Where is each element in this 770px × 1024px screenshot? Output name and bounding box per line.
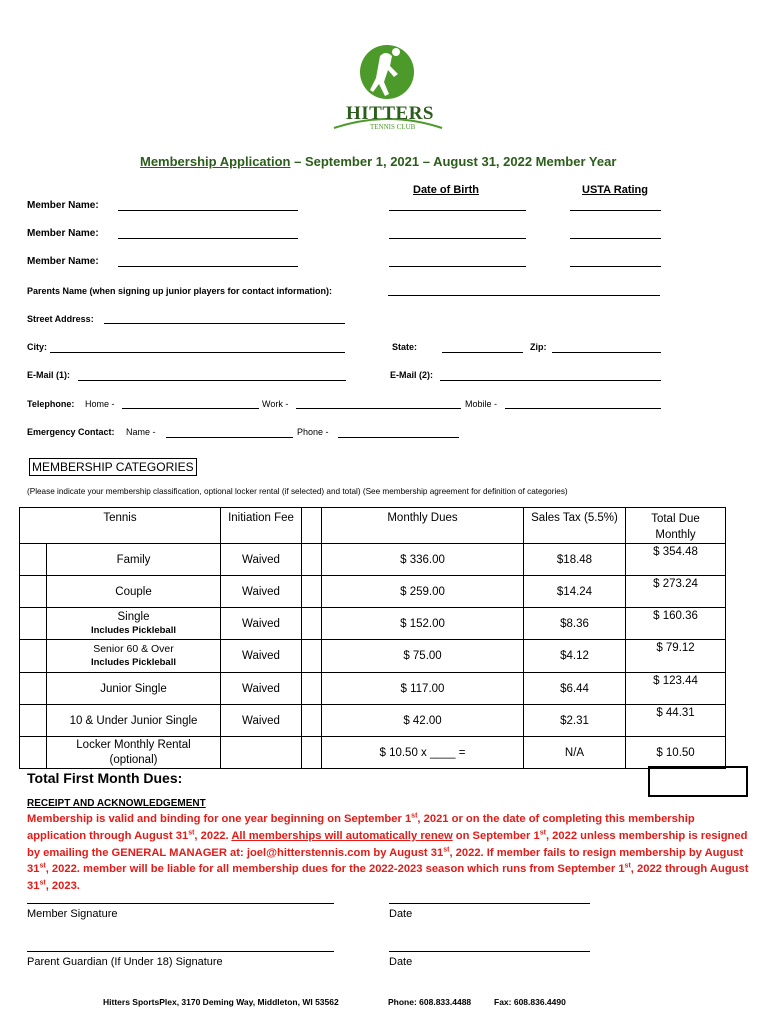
table-row bbox=[20, 737, 726, 769]
blank-cell bbox=[302, 640, 322, 673]
category-name-main: Senior 60 & Over bbox=[93, 643, 174, 655]
email1-label: E-Mail (1): bbox=[27, 370, 71, 380]
monthly-dues: $ 75.00 bbox=[322, 640, 524, 673]
dob-field-1[interactable] bbox=[389, 210, 526, 211]
select-checkbox[interactable] bbox=[20, 576, 47, 608]
category-name-main: Single bbox=[117, 610, 150, 623]
parents-name-field[interactable] bbox=[388, 295, 660, 296]
categories-title: MEMBERSHIP CATEGORIES bbox=[29, 458, 197, 476]
blank-header bbox=[302, 508, 322, 544]
dob-field-3[interactable] bbox=[389, 266, 526, 267]
guardian-signature-label: Parent Guardian (If Under 18) Signature bbox=[27, 956, 223, 968]
receipt-p3: , 2022. bbox=[194, 829, 232, 842]
state-field[interactable] bbox=[442, 352, 523, 353]
total-due-header-line1: Total Due bbox=[651, 513, 700, 525]
member-signature-label: Member Signature bbox=[27, 908, 118, 920]
receipt-sup: st bbox=[39, 862, 46, 870]
email2-label: E-Mail (2): bbox=[390, 370, 434, 380]
blank-cell bbox=[302, 705, 322, 737]
total-due: $ 10.50 bbox=[626, 737, 726, 769]
guardian-signature-field[interactable] bbox=[27, 951, 334, 952]
telephone-label bbox=[27, 399, 74, 409]
receipt-p2: , 2021 or on the date of completing this membership application through August 31 bbox=[27, 813, 695, 842]
category-name bbox=[47, 608, 221, 640]
receipt-sup: st bbox=[443, 845, 450, 853]
receipt-sup: st bbox=[624, 862, 631, 870]
usta-field-1[interactable] bbox=[570, 210, 661, 211]
total-due: $ 160.36 bbox=[626, 608, 726, 640]
title-rest: – September 1, 2021 – August 31, 2022 Member Year bbox=[290, 154, 617, 169]
tennis-header: Tennis bbox=[20, 508, 221, 544]
member-name-label-3: Member Name: bbox=[27, 256, 99, 267]
receipt-sup: st bbox=[188, 829, 195, 837]
receipt-p8: , 2022 through August 31 bbox=[27, 863, 749, 893]
zip-label: Zip: bbox=[530, 342, 547, 352]
work-label: Work - bbox=[262, 399, 289, 409]
member-name-label-1: Member Name: bbox=[27, 200, 99, 211]
category-name: Junior Single bbox=[47, 673, 221, 705]
table-row bbox=[20, 544, 726, 576]
email2-field[interactable] bbox=[440, 380, 661, 381]
select-checkbox[interactable] bbox=[20, 544, 47, 576]
category-name: 10 & Under Junior Single bbox=[47, 705, 221, 737]
table-row bbox=[20, 673, 726, 705]
receipt-p7: , 2022. member will be liable for all membership dues for the 2022-2023 season which runs from September 1 bbox=[45, 863, 625, 876]
member-name-field-1[interactable] bbox=[118, 210, 298, 211]
member-name-label-2: Member Name: bbox=[27, 228, 99, 239]
hitters-logo bbox=[330, 42, 446, 134]
monthly-dues: $ 42.00 bbox=[322, 705, 524, 737]
member-name-field-2[interactable] bbox=[118, 238, 298, 239]
dob-field-2[interactable] bbox=[389, 238, 526, 239]
logo-subtitle: TENNIS CLUB bbox=[370, 123, 416, 131]
category-name bbox=[47, 640, 221, 673]
receipt-text bbox=[27, 811, 755, 895]
receipt-p5: , 2022 unless membership is resigned by emailing the GENERAL MANAGER at: joel@hitterstennis.com by August 31 bbox=[27, 829, 748, 859]
category-name: Family bbox=[47, 544, 221, 576]
monthly-dues: $ 152.00 bbox=[322, 608, 524, 640]
select-checkbox[interactable] bbox=[20, 640, 47, 673]
usta-field-2[interactable] bbox=[570, 238, 661, 239]
receipt-title: RECEIPT AND ACKNOWLEDGEMENT bbox=[27, 798, 206, 809]
member-date-field[interactable] bbox=[389, 903, 590, 904]
initiation-fee: Waived bbox=[221, 673, 302, 705]
usta-header: USTA Rating bbox=[582, 184, 648, 196]
sales-tax: N/A bbox=[524, 737, 626, 769]
total-first-month-label: Total First Month Dues: bbox=[27, 770, 183, 786]
receipt-p6: , 2022. If member fails to resign membership by August 31 bbox=[27, 846, 744, 876]
initiation-header: Initiation Fee bbox=[221, 508, 302, 544]
footer-fax: Fax: 608.836.4490 bbox=[494, 997, 566, 1007]
receipt-p1: Membership is valid and binding for one year beginning on September 1 bbox=[27, 813, 412, 825]
footer-address: Hitters SportsPlex, 3170 Deming Way, Middleton, WI 53562 bbox=[103, 997, 339, 1007]
footer-phone: Phone: 608.833.4488 bbox=[388, 997, 472, 1007]
receipt-p4: on September 1 bbox=[452, 829, 540, 842]
select-checkbox[interactable] bbox=[20, 608, 47, 640]
initiation-fee: Waived bbox=[221, 640, 302, 673]
parents-name-label: Parents Name (when signing up junior players for contact information): bbox=[27, 286, 333, 296]
emergency-phone-label: Phone - bbox=[297, 427, 329, 437]
total-first-month-field[interactable] bbox=[648, 766, 748, 797]
category-name-sub: Includes Pickleball bbox=[90, 624, 176, 636]
member-signature-field[interactable] bbox=[27, 903, 334, 904]
monthly-dues: $ 10.50 x ____ = bbox=[322, 737, 524, 769]
initiation-fee: Waived bbox=[221, 544, 302, 576]
state-label: State: bbox=[392, 342, 418, 352]
total-due: $ 354.48 bbox=[626, 544, 726, 576]
category-name-sub: (optional) bbox=[109, 753, 158, 766]
category-name-sub: Includes Pickleball bbox=[90, 657, 176, 668]
emergency-name-label: Name - bbox=[126, 427, 156, 437]
street-address-field[interactable] bbox=[104, 323, 345, 324]
member-date-label: Date bbox=[389, 908, 413, 920]
telephone-title: Telephone: bbox=[27, 399, 75, 409]
total-due-header-line2: Monthly bbox=[655, 529, 696, 541]
email1-field[interactable] bbox=[78, 380, 346, 381]
emergency-phone-field[interactable] bbox=[338, 437, 459, 438]
initiation-fee: Waived bbox=[221, 608, 302, 640]
membership-categories-table bbox=[19, 507, 726, 769]
category-name-main: Locker Monthly Rental bbox=[76, 738, 191, 751]
title-link: Membership Application bbox=[140, 154, 291, 169]
emergency-contact-label: Emergency Contact: bbox=[27, 427, 115, 437]
blank-cell bbox=[302, 608, 322, 640]
total-due-header bbox=[626, 508, 726, 544]
table-row bbox=[20, 576, 726, 608]
total-due: $ 79.12 bbox=[626, 640, 726, 673]
sales-tax: $18.48 bbox=[524, 544, 626, 576]
sales-tax: $2.31 bbox=[524, 705, 626, 737]
table-row bbox=[20, 705, 726, 737]
page-title bbox=[140, 154, 616, 169]
guardian-date-field[interactable] bbox=[389, 951, 590, 952]
table-row bbox=[20, 608, 726, 640]
total-due: $ 123.44 bbox=[626, 673, 726, 705]
city-field[interactable] bbox=[50, 352, 345, 353]
category-name: Couple bbox=[47, 576, 221, 608]
usta-field-3[interactable] bbox=[570, 266, 661, 267]
dob-header: Date of Birth bbox=[413, 184, 479, 196]
mobile-phone-field[interactable] bbox=[505, 408, 661, 409]
table-header-row bbox=[20, 508, 726, 544]
zip-field[interactable] bbox=[552, 352, 661, 353]
receipt-p9: , 2023. bbox=[45, 880, 80, 893]
category-name bbox=[47, 737, 221, 769]
categories-note: (Please indicate your membership classification, optional locker rental (if selected) and total) (See membership agreement for definition of categories) bbox=[27, 487, 568, 496]
blank-cell bbox=[302, 576, 322, 608]
sales-tax: $14.24 bbox=[524, 576, 626, 608]
monthly-dues: $ 336.00 bbox=[322, 544, 524, 576]
blank-cell bbox=[302, 673, 322, 705]
initiation-fee bbox=[221, 737, 302, 769]
monthly-dues-header: Monthly Dues bbox=[322, 508, 524, 544]
initiation-fee: Waived bbox=[221, 576, 302, 608]
street-address-label: Street Address: bbox=[27, 314, 94, 324]
guardian-date-label: Date bbox=[389, 956, 413, 968]
receipt-sup: st bbox=[411, 812, 418, 820]
table-row bbox=[20, 640, 726, 673]
sales-tax: $4.12 bbox=[524, 640, 626, 673]
receipt-sup: st bbox=[539, 829, 546, 837]
total-due: $ 44.31 bbox=[626, 705, 726, 737]
select-checkbox[interactable] bbox=[20, 673, 47, 705]
blank-cell bbox=[302, 544, 322, 576]
total-due: $ 273.24 bbox=[626, 576, 726, 608]
receipt-auto-renew: All memberships will automatically renew bbox=[231, 829, 453, 842]
logo-name: HITTERS bbox=[346, 103, 434, 124]
sales-tax-header: Sales Tax (5.5%) bbox=[524, 508, 626, 544]
sales-tax: $8.36 bbox=[524, 608, 626, 640]
blank-cell bbox=[302, 737, 322, 769]
home-label: Home - bbox=[85, 399, 115, 409]
sales-tax: $6.44 bbox=[524, 673, 626, 705]
select-checkbox[interactable] bbox=[20, 705, 47, 737]
receipt-sup: st bbox=[39, 879, 46, 887]
home-phone-field[interactable] bbox=[122, 408, 259, 409]
monthly-dues: $ 117.00 bbox=[322, 673, 524, 705]
city-label: City: bbox=[27, 342, 47, 352]
work-phone-field[interactable] bbox=[296, 408, 461, 409]
emergency-name-field[interactable] bbox=[166, 437, 293, 438]
mobile-label: Mobile - bbox=[465, 399, 498, 409]
member-name-field-3[interactable] bbox=[118, 266, 298, 267]
select-checkbox[interactable] bbox=[20, 737, 47, 769]
monthly-dues: $ 259.00 bbox=[322, 576, 524, 608]
initiation-fee: Waived bbox=[221, 705, 302, 737]
